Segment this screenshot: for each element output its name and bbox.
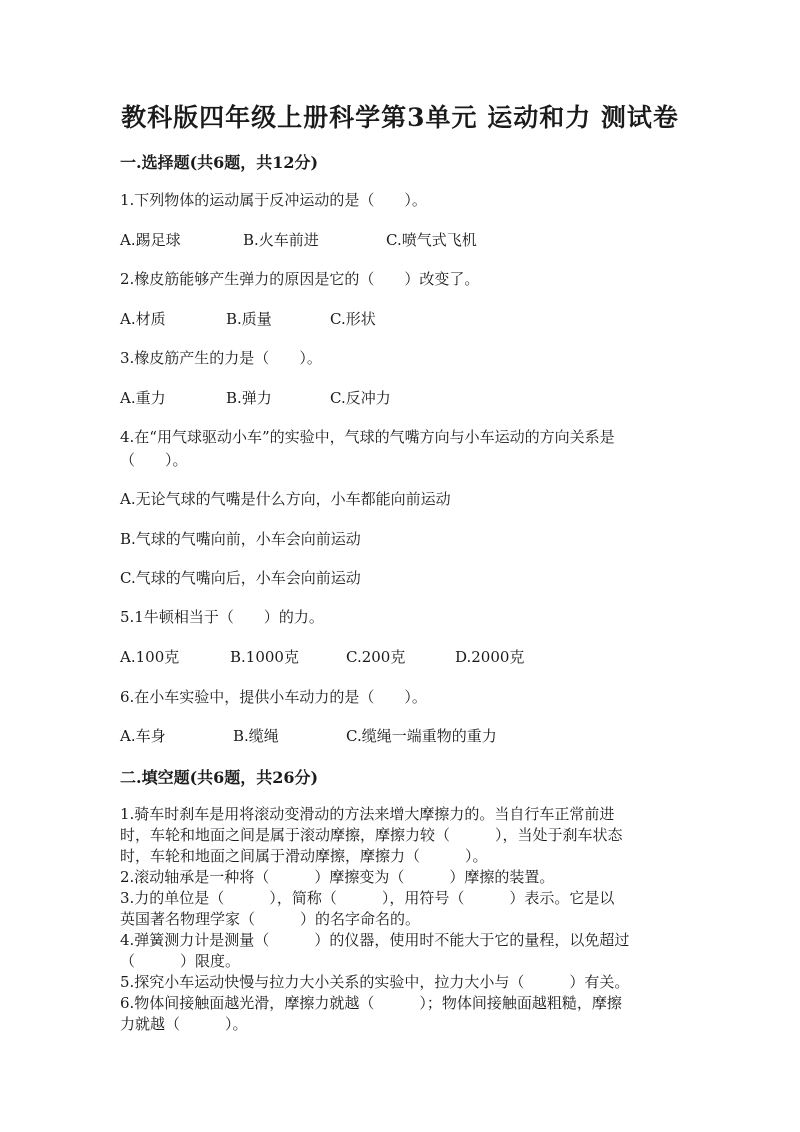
answer-option: C.200克 <box>346 648 406 666</box>
question-stem-continued: （ ）。 <box>120 451 188 469</box>
answer-option: B.弹力 <box>226 389 272 407</box>
answer-option: C.缆绳一端重物的重力 <box>346 727 497 745</box>
answer-option: A.100克 <box>120 648 180 666</box>
section-heading-fill: 二.填空题(共6题，共26分) <box>120 768 319 787</box>
fill-line: 时，车轮和地面之间是属于滚动摩擦，摩擦力较（ ），当处于刹车状态 <box>120 826 623 844</box>
section-heading-choice: 一.选择题(共6题，共12分) <box>120 153 319 172</box>
fill-line: 2.滚动轴承是一种将（ ）摩擦变为（ ）摩擦的装置。 <box>120 868 555 886</box>
fill-line: （ ）限度。 <box>120 952 241 970</box>
answer-option: D.2000克 <box>455 648 525 666</box>
answer-option: B.火车前进 <box>243 231 319 249</box>
fill-line: 力就越（ ）。 <box>120 1015 248 1033</box>
page-title: 教科版四年级上册科学第3单元 运动和力 测试卷 <box>121 103 679 132</box>
fill-line: 英国著名物理学家（ ）的名字命名的。 <box>120 910 421 928</box>
fill-blank-block <box>120 804 690 1035</box>
fill-line: 4.弹簧测力计是测量（ ）的仪器，使用时不能大于它的量程，以免超过 <box>120 931 630 949</box>
answer-option: B.质量 <box>226 310 272 328</box>
answer-option: A.车身 <box>120 727 166 745</box>
question-stem: 3.橡皮筋产生的力是（ ）。 <box>120 349 322 367</box>
fill-line: 时，车轮和地面之间属于滑动摩擦，摩擦力（ ）。 <box>120 847 488 865</box>
answer-option: B.1000克 <box>230 648 299 666</box>
question-stem: 4.在“用气球驱动小车”的实验中，气球的气嘴方向与小车运动的方向关系是 <box>120 428 615 446</box>
answer-option: C.气球的气嘴向后，小车会向前运动 <box>120 569 361 587</box>
question-stem: 1.下列物体的运动属于反冲运动的是（ ）。 <box>120 191 427 209</box>
answer-option: A.材质 <box>120 310 166 328</box>
answer-option: A.踢足球 <box>120 231 181 249</box>
question-stem: 6.在小车实验中，提供小车动力的是（ ）。 <box>120 688 427 706</box>
fill-line: 1.骑车时刹车是用将滚动变滑动的方法来增大摩擦力的。当自行车正常前进 <box>120 805 615 823</box>
answer-option: A.无论气球的气嘴是什么方向，小车都能向前运动 <box>120 490 451 508</box>
question-stem: 5.1牛顿相当于（ ）的力。 <box>120 608 324 626</box>
answer-option: B.缆绳 <box>233 727 279 745</box>
answer-option: C.喷气式飞机 <box>386 231 477 249</box>
fill-line: 5.探究小车运动快慢与拉力大小关系的实验中，拉力大小与（ ）有关。 <box>120 973 630 991</box>
question-stem: 2.橡皮筋能够产生弹力的原因是它的（ ）改变了。 <box>120 270 480 288</box>
fill-line: 6.物体间接触面越光滑，摩擦力就越（ ）；物体间接触面越粗糙，摩擦 <box>120 994 622 1012</box>
answer-option: C.形状 <box>330 310 376 328</box>
answer-option: A.重力 <box>120 389 166 407</box>
fill-line: 3.力的单位是（ ），简称（ ），用符号（ ）表示。它是以 <box>120 889 615 907</box>
answer-option: C.反冲力 <box>330 389 391 407</box>
answer-option: B.气球的气嘴向前，小车会向前运动 <box>120 530 361 548</box>
